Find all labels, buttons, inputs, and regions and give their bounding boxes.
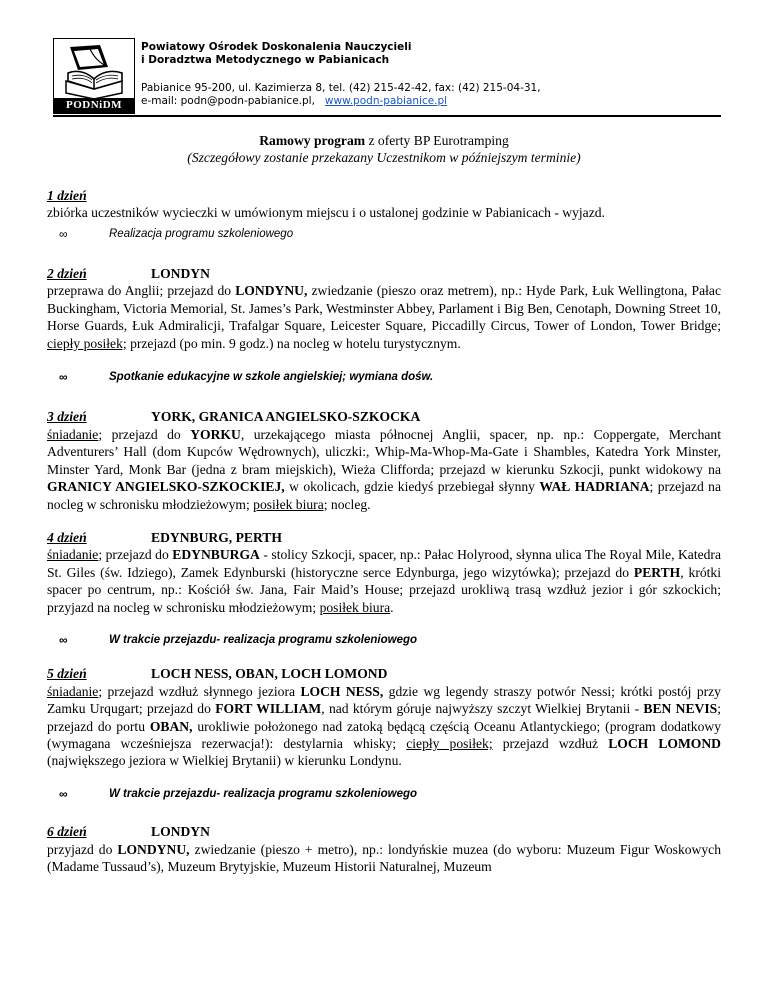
day-number: 4 dzień — [47, 529, 87, 545]
page-title — [47, 132, 721, 149]
text-run: zwiedzanie (pieszo oraz metrem), np.: Hyde Park, Łuk Wellingtona, Pałac Buckingham, Victoria Memorial, St. James’s Park, Westminster Abbey, Parlament i Big Ben, Cenotaph, Downing Street 10, Horse Guards, Łuk Admiralicji, Trafalgar Square, Leicester Square, Piccadilly Circus, Tower of London, Tower Bridge; — [47, 283, 721, 334]
day-2-text — [47, 282, 721, 352]
day-2-section — [47, 265, 721, 386]
text-run: ; przejazd na nocleg w schronisku młodzieżowym; — [47, 479, 721, 512]
place-name: LONDYNU, — [235, 283, 308, 299]
day-5-bullet — [47, 786, 721, 803]
text-run: , nad którym góruje najwyższy szczyt Wielkiej Brytanii - — [321, 701, 644, 717]
day-1-section — [47, 187, 721, 243]
day-4-heading — [47, 529, 721, 546]
website-link[interactable]: www.podn-pabianice.pl — [324, 95, 448, 107]
text-run: ; przejazd do — [98, 426, 191, 442]
text-run: ; przejazd do portu — [47, 701, 721, 734]
day-4-section — [47, 529, 721, 649]
text-run: , urzekającego miasta północnej Anglii, spacer, np. np.: Coppergate, Merchant Adventurers’ Hall (dom Kupców Wędrownych), uliczki:, Whip-Ma-Whop-Ma-Gate i Shambles, Katedra York Minster, Minster Yard, Monk Bar (jedna z bram miejskich), Wieża Clifforda; przejazd w kierunku Szkocji, punkt widokowy na — [47, 426, 721, 477]
day-5-text — [47, 683, 721, 770]
place-name: OBAN, — [149, 718, 193, 734]
text-run: przejazd (po min. 9 godz.) na nocleg w hotelu turystycznym. — [126, 335, 461, 351]
day-5-section — [47, 665, 721, 803]
text-run: przejazd wzdłuż — [492, 735, 609, 751]
bullet-text: Spotkanie edukacyjne w szkole angielskiej; wymiana dośw. — [109, 371, 434, 384]
day-2-heading — [47, 265, 721, 282]
day-number: 3 dzień — [47, 409, 87, 425]
day-4-bullet — [47, 632, 721, 649]
place-name: EDYNBURGA — [172, 547, 260, 563]
day-place: LONDYN — [151, 266, 210, 282]
text-run: . — [390, 599, 394, 615]
day-3-text — [47, 426, 721, 513]
place-name: GRANICY ANGIELSKO-SZKOCKIEJ, — [47, 479, 285, 495]
place-name: PERTH — [633, 564, 681, 580]
day-number: 5 dzień — [47, 666, 87, 682]
text-run: (największego jeziora w Wielkiej Brytanii) w kierunku Londynu. — [47, 753, 402, 769]
day-6-section — [47, 823, 721, 875]
title-rest: z oferty BP Eurotramping — [365, 133, 509, 148]
text-run: ; przejazd do — [98, 547, 173, 563]
org-name-line1: Powiatowy Ośrodek Doskonalenia Nauczycieli — [141, 41, 412, 53]
contact-info — [141, 82, 541, 108]
text-run: przyjazd do — [47, 841, 118, 857]
place-name: LOCH NESS, — [300, 683, 384, 699]
program-document — [47, 132, 721, 875]
bullet-text: W trakcie przejazdu- realizacja programu szkoleniowego — [109, 633, 418, 646]
day-place: LOCH NESS, OBAN, LOCH LOMOND — [151, 666, 388, 682]
day-1-heading — [47, 187, 721, 204]
day-place: EDYNBURG, PERTH — [151, 529, 282, 545]
day-2-bullet — [47, 369, 721, 386]
day-6-heading — [47, 823, 721, 840]
organization-name — [141, 41, 411, 67]
day-4-text — [47, 546, 721, 616]
meal-note: posiłek biura; — [253, 496, 328, 512]
email-line — [141, 95, 541, 108]
meal-note: śniadanie — [47, 547, 99, 563]
bullet-icon: ∞ — [59, 632, 68, 647]
text-run: gdzie wg legendy straszy potwór Nessi; krótki postój przy Zamku Urqugart; przejazd do — [47, 683, 721, 717]
bullet-icon: ∞ — [59, 370, 68, 385]
header-divider — [53, 115, 721, 117]
meal-note: posiłek biura — [319, 599, 391, 615]
letterhead — [53, 38, 721, 116]
podn-logo — [53, 38, 135, 114]
meal-note: śniadanie — [47, 683, 99, 699]
place-name: WAŁ HADRIANA — [539, 479, 650, 495]
text-run: - stolicy Szkocji, spacer, np.: Pałac Holyrood, słynna ulica The Royal Mile, Katedra St. Giles (św. Idziego), Zamek Edynburski (historyczne serce Edynburga, jego wizytówka); przejazd do — [47, 547, 721, 580]
meal-note: ciepły posiłek; — [47, 335, 127, 351]
title-bold: Ramowy program — [259, 133, 366, 148]
text-run: zwiedzanie (pieszo + metro), np.: londyńskie muzea (do wyboru: Muzeum Figur Woskowych (Madame Tussaud’s), Muzeum Brytyjskie, Muzeum Historii Naturalnej, Muzeum — [47, 841, 721, 874]
open-book-icon — [60, 43, 130, 101]
bullet-icon: ∞ — [59, 226, 68, 241]
page-subtitle: (Szczegółowy zostanie przekazany Uczestnikom w późniejszym terminie) — [187, 150, 581, 166]
day-1-bullet — [47, 226, 721, 243]
day-5-heading — [47, 665, 721, 682]
day-number: 6 dzień — [47, 824, 87, 840]
day-3-heading — [47, 408, 721, 425]
text-run: urokliwie położonego nad zatoką będącą częścią Oceanu Atlantyckiego; (program dodatkowy (wymagana wcześniejsza rezerwacja!): destylarnia whisky; — [47, 718, 721, 751]
day-3-section — [47, 408, 721, 512]
text-run: w okolicach, gdzie kiedyś przebiegał słynny — [284, 479, 540, 495]
day-place: LONDYN — [151, 824, 210, 840]
day-1-text: zbiórka uczestników wycieczki w umówionym miejscu i o ustalonej godzinie w Pabianicach - wyjazd. — [47, 205, 605, 221]
org-name-line2: i Doradztwa Metodycznego w Pabianicach — [141, 54, 390, 66]
email-text: e-mail: podn@podn-pabianice.pl, — [141, 95, 315, 107]
meal-note: śniadanie — [47, 426, 99, 442]
place-name: LOCH LOMOND — [608, 735, 721, 751]
place-name: LONDYNU, — [117, 841, 190, 857]
logo-wordmark: PODNiDM — [54, 98, 134, 113]
day-number: 1 dzień — [47, 187, 87, 203]
day-place: YORK, GRANICA ANGIELSKO-SZKOCKA — [151, 409, 421, 425]
text-run: przeprawa do Anglii; przejazd do — [47, 283, 236, 299]
text-run: , krótki spacer po centrum, np.: Kościół św. Jana, Fair Maid’s House; przejazd urokliwą trasą wzdłuż jezior i gór szkockich; przyjazd na nocleg w schronisku młodzieżowym; — [47, 564, 721, 615]
day-number: 2 dzień — [47, 266, 87, 282]
text-run: nocleg. — [327, 496, 371, 512]
meal-note: ciepły posiłek; — [406, 735, 493, 751]
bullet-icon: ∞ — [59, 786, 68, 801]
place-name: FORT WILLIAM — [215, 701, 322, 717]
place-name: BEN NEVIS — [643, 701, 718, 717]
bullet-text: Realizacja programu szkoleniowego — [109, 227, 294, 240]
day-6-text — [47, 841, 721, 876]
text-run: ; przejazd wzdłuż słynnego jeziora — [98, 683, 301, 699]
address-line: Pabianice 95-200, ul. Kazimierza 8, tel. (42) 215-42-42, fax: (42) 215-04-31, — [141, 82, 541, 94]
place-name: YORKU — [190, 426, 241, 442]
bullet-text: W trakcie przejazdu- realizacja programu szkoleniowego — [109, 787, 418, 800]
